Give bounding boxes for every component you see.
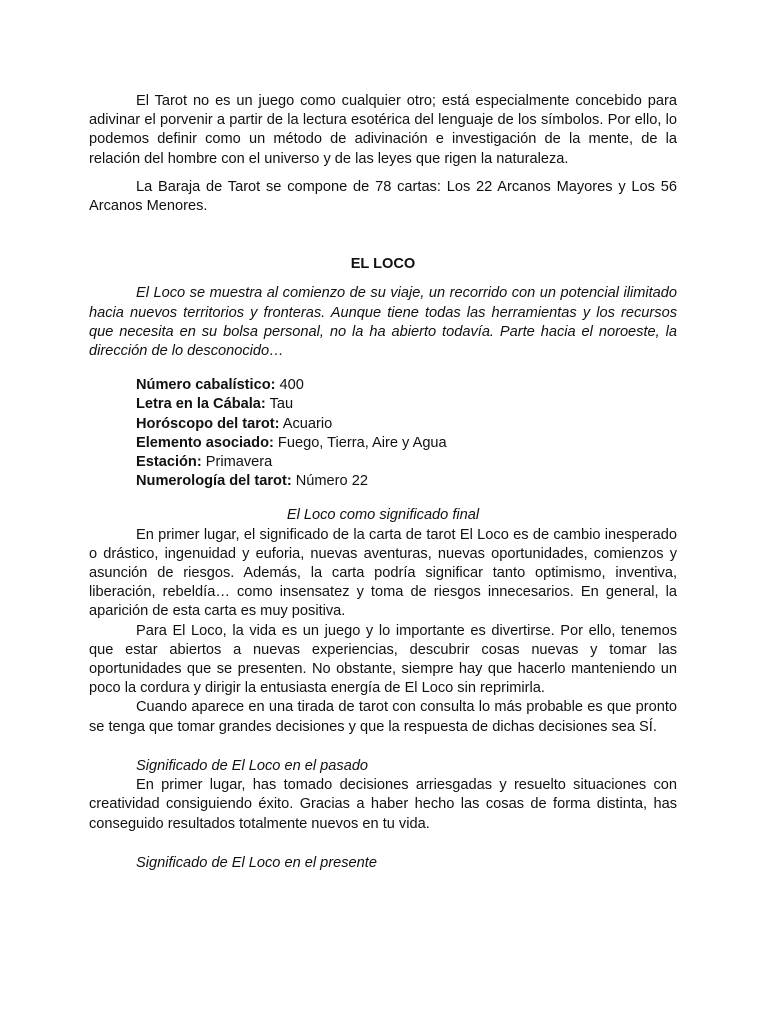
card-attributes xyxy=(89,376,677,491)
attribute-label: Elemento asociado: xyxy=(136,434,274,451)
card-title: EL LOCO xyxy=(350,256,416,273)
attribute-row xyxy=(136,453,677,472)
attribute-label: Estación: xyxy=(136,454,202,471)
final-meaning-paragraph-1: En primer lugar, el significado de la carta de tarot El Loco es de cambio inesperado o drástico, ingenuidad y euforia, nuevas aventuras, nuevas oportunidades, comienzos y asunción de riesgos. Además, la carta podría significar tanto optimismo, inventiva, liberación, rebeldía… como insensatez y toma de riesgos innecesarios. En general, la aparición de esta carta es muy positiva. xyxy=(89,526,677,620)
attribute-row xyxy=(136,472,677,491)
attribute-value: Fuego, Tierra, Aire y Agua xyxy=(273,434,447,451)
attribute-label: Letra en la Cábala: xyxy=(136,396,266,413)
attribute-value: Número 22 xyxy=(291,473,368,490)
intro-paragraph-1: El Tarot no es un juego como cualquier otro; está especialmente concebido para adivinar el porvenir a partir de la lectura esotérica del lenguaje de los símbolos. Por ello, lo podemos definir como un método de adivinación e investigación de la mente, de la relación del hombre con el universo y de las leyes que rigen la naturaleza. xyxy=(89,93,677,167)
final-meaning-paragraph-2: Para El Loco, la vida es un juego y lo importante es divertirse. Por ello, tenemos que estar abiertos a nuevas experiencias, descubrir cosas nuevas y tomar las oportunidades que se presenten. No obstante, siempre hay que hacerlo manteniendo un poco la cordura y dirigir la entusiasta energía de El Loco sin reprimirla. xyxy=(89,622,677,697)
final-meaning-paragraph-3: Cuando aparece en una tirada de tarot con consulta lo más probable es que pronto se tenga que tomar grandes decisiones y que la respuesta de dichas decisiones sea SÍ. xyxy=(89,699,677,735)
past-heading: Significado de El Loco en el pasado xyxy=(136,757,369,774)
attribute-value: Acuario xyxy=(279,415,333,432)
intro-paragraph-2: La Baraja de Tarot se compone de 78 cartas: Los 22 Arcanos Mayores y Los 56 Arcanos Menores. xyxy=(89,178,677,215)
attribute-row xyxy=(136,434,677,453)
card-description: El Loco se muestra al comienzo de su viaje, un recorrido con un potencial ilimitado hacia nuevos territorios y fronteras. Aunque tiene todas las herramientas y los recursos que necesita en su bolsa personal, no la ha abierto todavía. Parte hacia el noroeste, la dirección de lo desconocido… xyxy=(89,285,677,360)
past-paragraph-1: En primer lugar, has tomado decisiones arriesgadas y resuelto situaciones con creatividad consiguiendo éxito. Gracias a haber hecho las cosas de forma distinta, has conseguido resultados totalmente nuevos en tu vida. xyxy=(89,777,677,832)
present-heading: Significado de El Loco en el presente xyxy=(136,854,377,871)
attribute-row xyxy=(136,376,677,395)
attribute-label: Horóscopo del tarot: xyxy=(136,415,280,432)
attribute-row xyxy=(136,415,677,434)
attribute-label: Número cabalístico: xyxy=(136,377,276,394)
attribute-row xyxy=(136,395,677,414)
attribute-label: Numerología del tarot: xyxy=(136,473,292,490)
attribute-value: 400 xyxy=(275,377,304,394)
document-page xyxy=(89,92,677,873)
attribute-value: Primavera xyxy=(201,454,273,471)
final-meaning-heading: El Loco como significado final xyxy=(286,507,480,524)
attribute-value: Tau xyxy=(265,396,294,413)
